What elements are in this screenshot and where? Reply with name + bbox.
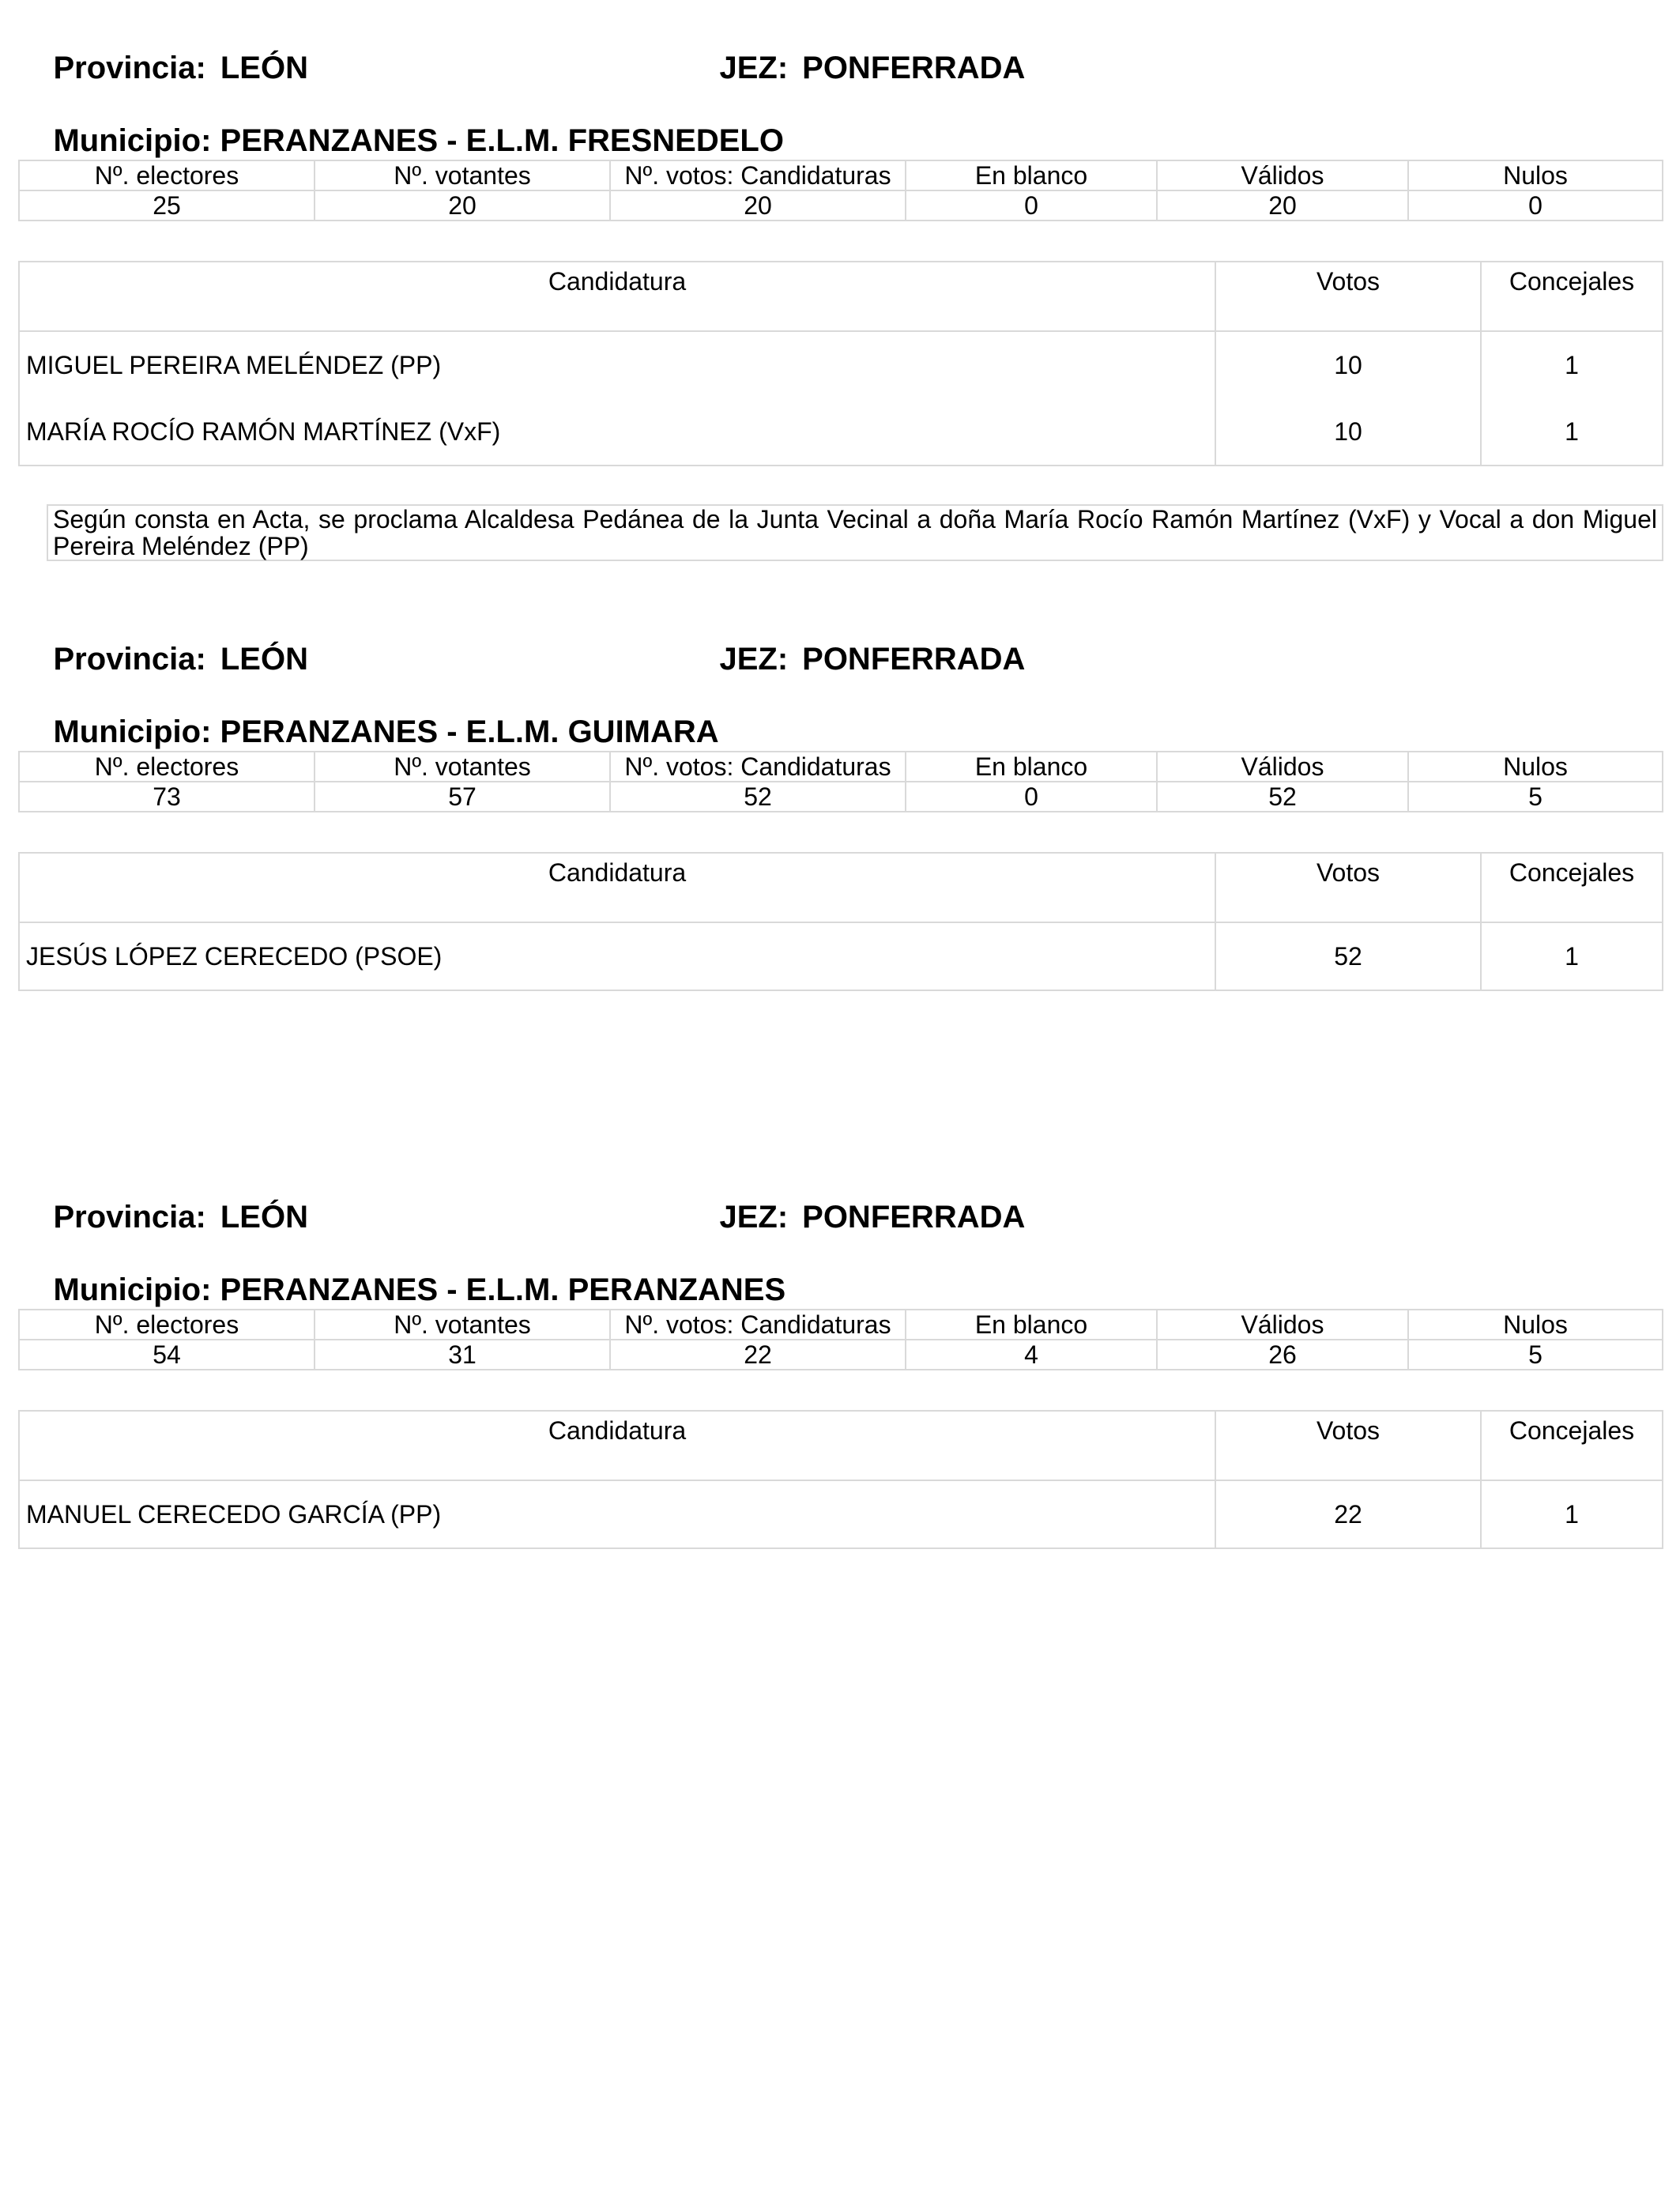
stats-value-validos: 20 [1157,190,1408,221]
candidate-votos: 22 [1334,1500,1362,1529]
stats-value-row [19,782,1663,812]
stats-value-votantes: 31 [315,1340,610,1370]
stats-header-en-blanco: En blanco [906,752,1157,782]
stats-header-votos-candidaturas: Nº. votos: Candidaturas [610,1310,906,1340]
jez-label: JEZ: [719,642,789,677]
proclamation-note: Según consta en Acta, se proclama Alcaldesa Pedánea de la Junta Vecinal a doña María Rocío Ramón Martínez (VxF) y Vocal a don Miguel Pereira Meléndez (PP) [47,504,1663,561]
candidates-header-row [19,853,1663,922]
stats-header-electores: Nº. electores [19,1310,315,1340]
stats-value-nulos: 5 [1408,782,1663,812]
stats-value-votantes: 20 [315,190,610,221]
stats-header-electores: Nº. electores [19,752,315,782]
candidate-names-cell [19,331,1215,466]
candidate-votes-cell [1215,331,1481,466]
candidate-concejales: 1 [1565,1500,1579,1529]
stats-value-votantes: 57 [315,782,610,812]
candidate-row [19,922,1663,990]
candidates-table [18,261,1663,466]
candidates-table [18,1410,1663,1549]
municipio-label: Municipio: [53,123,212,158]
stats-header-votantes: Nº. votantes [315,160,610,190]
stats-header-votantes: Nº. votantes [315,752,610,782]
stats-header-votos-candidaturas: Nº. votos: Candidaturas [610,160,906,190]
header-candidatura: Candidatura [19,262,1215,331]
provincia-label: Provincia: [53,642,206,677]
jez-label: JEZ: [719,1200,789,1235]
stats-value-validos: 52 [1157,782,1408,812]
stats-header-row [19,160,1663,190]
header-votos: Votos [1215,853,1481,922]
municipio-value: PERANZANES - E.L.M. PERANZANES [220,1272,786,1307]
stats-table [18,1309,1663,1370]
candidates-table [18,852,1663,991]
stats-value-en-blanco: 4 [906,1340,1157,1370]
candidate-names-cell [19,922,1215,990]
stats-header-en-blanco: En blanco [906,1310,1157,1340]
candidate-concejales: 1 [1565,942,1579,971]
stats-value-row [19,1340,1663,1370]
jez-heading [684,612,1025,707]
candidate-votos: 10 [1334,351,1362,379]
stats-value-votos-candidaturas: 22 [610,1340,906,1370]
header-concejales: Concejales [1481,853,1663,922]
municipio-value: PERANZANES - E.L.M. GUIMARA [220,714,719,749]
stats-value-votos-candidaturas: 20 [610,190,906,221]
candidate-name: MARÍA ROCÍO RAMÓN MARTÍNEZ (VxF) [26,417,501,446]
stats-header-row [19,752,1663,782]
stats-header-votos-candidaturas: Nº. votos: Candidaturas [610,752,906,782]
candidate-concejales-cell [1481,922,1663,990]
candidate-concejales-cell [1481,331,1663,466]
stats-value-electores: 73 [19,782,315,812]
candidate-row [19,331,1663,466]
municipio-label: Municipio: [53,714,212,749]
provincia-value: LEÓN [220,642,308,677]
candidate-names-cell [19,1480,1215,1548]
candidate-votes-cell [1215,1480,1481,1548]
candidate-concejales-cell [1481,1480,1663,1548]
stats-header-nulos: Nulos [1408,1310,1663,1340]
candidate-concejales: 1 [1565,417,1579,446]
header-concejales: Concejales [1481,1411,1663,1480]
stats-value-nulos: 5 [1408,1340,1663,1370]
header-votos: Votos [1215,262,1481,331]
candidate-votos: 52 [1334,942,1362,971]
stats-header-validos: Válidos [1157,752,1408,782]
municipio-value: PERANZANES - E.L.M. FRESNEDELO [220,123,784,158]
stats-header-votantes: Nº. votantes [315,1310,610,1340]
candidates-header-row [19,1411,1663,1480]
stats-value-votos-candidaturas: 52 [610,782,906,812]
municipio-label: Municipio: [53,1272,212,1307]
header-candidatura: Candidatura [19,853,1215,922]
stats-value-en-blanco: 0 [906,190,1157,221]
stats-header-row [19,1310,1663,1340]
header-votos: Votos [1215,1411,1481,1480]
candidate-name: JESÚS LÓPEZ CERECEDO (PSOE) [26,942,443,971]
stats-value-validos: 26 [1157,1340,1408,1370]
provincia-label: Provincia: [53,1200,206,1235]
candidate-votes-cell [1215,922,1481,990]
provincia-value: LEÓN [220,51,308,85]
stats-value-electores: 25 [19,190,315,221]
stats-header-nulos: Nulos [1408,752,1663,782]
jez-label: JEZ: [719,51,789,85]
stats-header-validos: Válidos [1157,160,1408,190]
stats-header-en-blanco: En blanco [906,160,1157,190]
candidate-votos: 10 [1334,417,1362,446]
stats-table [18,160,1663,221]
stats-value-electores: 54 [19,1340,315,1370]
stats-value-nulos: 0 [1408,190,1663,221]
header-candidatura: Candidatura [19,1411,1215,1480]
jez-value: PONFERRADA [802,51,1026,85]
stats-table [18,751,1663,812]
candidate-name: MANUEL CERECEDO GARCÍA (PP) [26,1500,442,1529]
stats-header-validos: Válidos [1157,1310,1408,1340]
stats-header-nulos: Nulos [1408,160,1663,190]
candidates-header-row [19,262,1663,331]
stats-value-row [19,190,1663,221]
stats-header-electores: Nº. electores [19,160,315,190]
header-concejales: Concejales [1481,262,1663,331]
candidate-concejales: 1 [1565,351,1579,379]
jez-value: PONFERRADA [802,642,1026,677]
candidate-row [19,1480,1663,1548]
jez-value: PONFERRADA [802,1200,1026,1235]
candidate-name: MIGUEL PEREIRA MELÉNDEZ (PP) [26,351,442,379]
stats-value-en-blanco: 0 [906,782,1157,812]
provincia-value: LEÓN [220,1200,308,1235]
provincia-label: Provincia: [53,51,206,85]
